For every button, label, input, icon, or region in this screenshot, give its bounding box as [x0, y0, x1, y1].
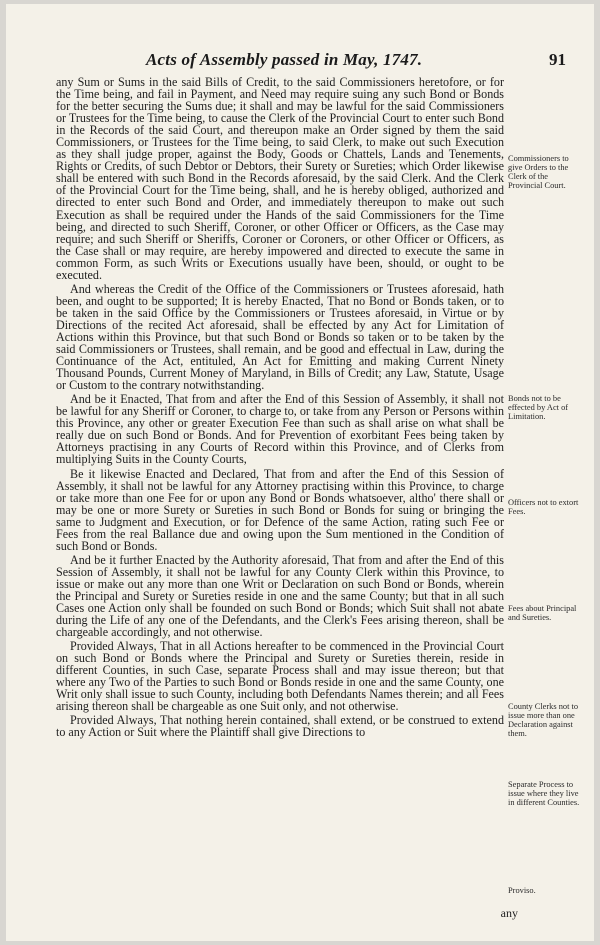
paragraph: Provided Always, That nothing herein contained, shall extend, or be construed to extend to any Action or Suit where the Plaintiff shall give Directions to: [56, 713, 504, 740]
paragraph: And whereas the Credit of the Office of the Commissioners or Trustees aforesaid, hath been, and ought to be supported; It is hereby Enacted, That no Bond or Bonds taken, or to be taken in the said Office by the Commissioners or Trustees aforesaid, in Virtue or by Directions of the recited Act aforesaid, shall be effected by any Act for Limitation of Actions within this Province, but that such Bond or Bonds so taken or to be taken by the said Commissioners or Trustees, shall remain, and be good and effectual in Law, during the Continuance of the Act, entituled, An Act for Emitting and making Current Ninety Thousand Pounds, Current Money of Maryland, in Bills of Credit; any Law, Statute, Usage or Custom to the contrary notwithstanding.: [56, 281, 504, 393]
margin-note: Separate Process to issue where they live in different Counties.: [508, 780, 580, 807]
paragraph: Be it likewise Enacted and Declared, That from and after the End of this Session of Assembly, it shall not be lawful for any Attorney practising within this Province, to charge or take more than one Fee for or upon any Bond or Bonds whatsoever, altho' there shall or may be one or more Surety or Sureties in such Bond or Bonds for suing or bringing the same to Judgment and Execution, or for Defence of the same Action, rating such Fee or Fees from the real Ballance due and owing upon the Sum mentioned in the Condition of such Bond or Bonds.: [56, 466, 504, 553]
margin-note: Officers not to extort Fees.: [508, 498, 579, 516]
document-page: [6, 4, 594, 941]
margin-note: County Clerks not to issue more than one Declaration against them.: [508, 702, 579, 738]
paragraph: And be it Enacted, That from and after the End of this Session of Assembly, it shall not be lawful for any Sheriff or Coroner, to charge to, or take from any Person or Persons within this Province, any other or greater Execution Fee than such as shall arise on what shall be really due on such Bond or Bonds. And for Prevention of exorbitant Fees being taken by Attorneys practising in any Courts of Record within this Province, and of Clerks from multiplying Suits in the County Courts,: [56, 392, 504, 467]
margin-note: Proviso.: [508, 886, 536, 895]
paragraph: And be it further Enacted by the Authority aforesaid, That from and after the End of this Session of Assembly, it shall not be lawful for any County Clerk within this Province, to issue or make out any more than one Writ or Declaration on such Bond or Bonds, wherein the Principal and Surety or Sureties reside in one and the same County; but that in all such Cases one Action only shall be founded on such Bond or Bonds; which Suit shall not abate during the Life of any one of the Defendants, and the Clerk's Fees arising thereon, shall be chargeable accordingly, and not otherwise.: [56, 552, 504, 640]
running-title: Acts of Assembly passed in May, 1747.: [146, 50, 423, 69]
paragraph: any Sum or Sums in the said Bills of Credit, to the said Commissioners heretofore, or for the Time being, and fail in Payment, and Need may require suing any such Bond or Bonds for the better securing the Sums due; it shall and may be lawful for the said Commissioners or Trustees for the Time being, to cause the Clerk of the Provincial Court to enter such Bond in the Records of the said Court, and thereupon make an Order signed by them the said Commissioners, or Trustees for the Time being, to said Clerk, to make out such Execution as they shall judge proper, against the Body, Goods or Chattels, Lands and Tenements, Rights or Credits, of such Debtor or Debtors, their Surety or Sureties; which Order likewise shall be entered with such Bond in the Records aforesaid, by the said Clerk. And the Clerk of the Provincial Court for the Time being, shall, and he is hereby obliged, authorized and directed to enter such Bond and Order, and immediately thereupon to make out such Execution as shall be required under the Hands of the said Commissioners for the Time being, and directed to such Sheriff, Coroner, or other Officer or Officers, as the Case may require; and such Sheriff or Sheriffs, Coroner or Coroners, or other Officer or Officers, as the Case shall or may require, are hereby impowered and directed to execute the same in common Form, as such Writs or Executions usually have been, should, or ought to be executed.: [56, 75, 504, 282]
catchword: any: [500, 906, 518, 920]
margin-note: Commissioners to give Orders to the Clerk of the Provincial Court.: [508, 154, 569, 190]
page-number: 91: [549, 50, 566, 69]
margin-note: Fees about Principal and Sureties.: [508, 604, 577, 622]
page-header: [6, 50, 594, 74]
paragraph: Provided Always, That in all Actions hereafter to be commenced in the Provincial Court on such Bond or Bonds where the Principal and Surety or Sureties therein, reside in different Counties, in such Case, separate Process shall and may issue thereon; but that where any Two of the Parties to such Bond or Bonds reside in one and the same County, one Writ only shall issue to such County, including both Defendants Names therein; and all Fees arising thereon shall be chargeable as one Suit only, and not otherwise.: [56, 639, 504, 714]
margin-note: Bonds not to be effected by Act of Limitation.: [508, 394, 569, 421]
body-text: [56, 76, 504, 741]
